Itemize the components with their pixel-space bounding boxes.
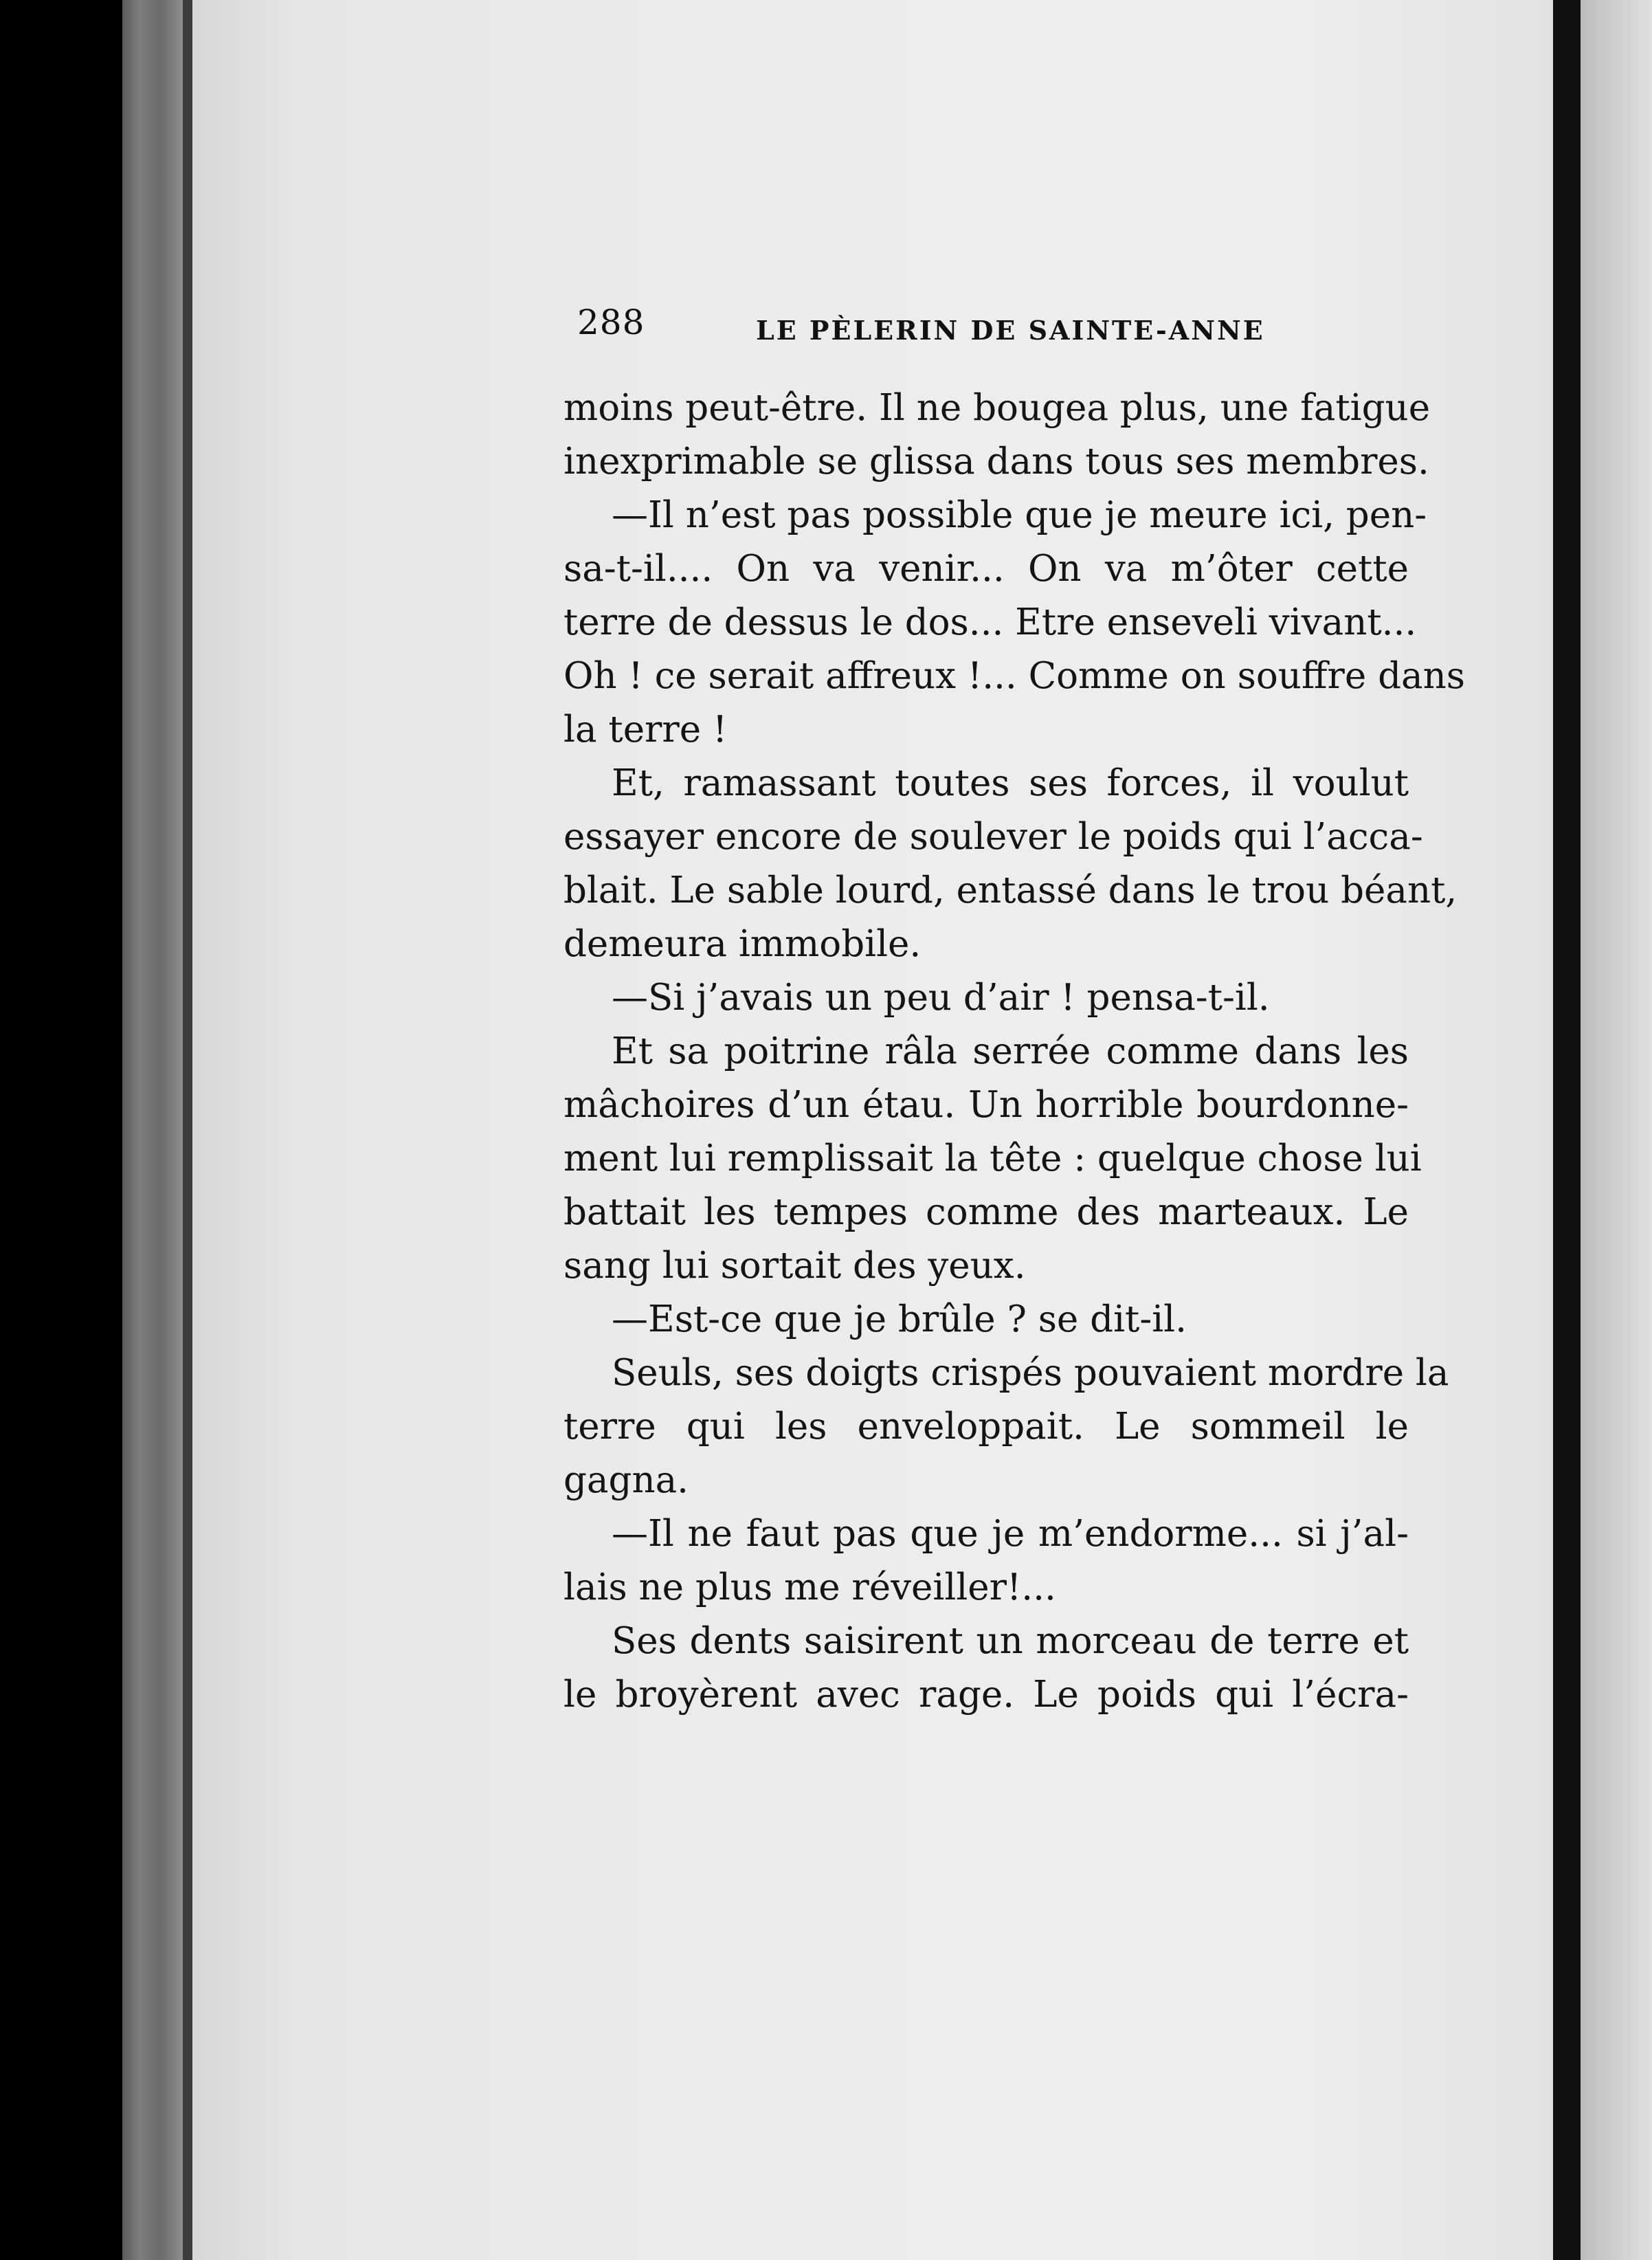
text-line: ment lui remplissait la tête : quelque chose lui — [563, 1138, 1422, 1179]
text-line: battait les tempes comme des marteaux. Le — [563, 1191, 1409, 1233]
text-line: gagna. — [563, 1459, 689, 1501]
text-line: moins peut-être. Il ne bougea plus, une fatigue — [563, 387, 1431, 429]
text-line: Ses dents saisirent un morceau de terre et — [612, 1620, 1409, 1662]
text-line: sa-t-il.... On va venir... On va m’ôter cette — [563, 548, 1409, 590]
page-gutter — [1553, 0, 1581, 2260]
running-title: LE PÈLERIN DE SAINTE-ANNE — [756, 315, 1265, 346]
text-line: Oh ! ce serait affreux !... Comme on souffre dans — [563, 655, 1465, 697]
page-number: 288 — [577, 302, 645, 342]
text-line: essayer encore de soulever le poids qui l’acca- — [563, 816, 1423, 858]
next-page-edge — [1581, 0, 1652, 2260]
text-line: le broyèrent avec rage. Le poids qui l’écra- — [563, 1674, 1409, 1716]
text-line: terre de dessus le dos... Etre enseveli vivant... — [563, 601, 1417, 643]
text-line: —Il ne faut pas que je m’endorme... si j’al- — [612, 1513, 1409, 1555]
body-text — [563, 381, 1465, 1722]
text-line: —Est-ce que je brûle ? se dit-il. — [612, 1298, 1187, 1340]
scan-frame-left — [0, 0, 122, 2260]
text-line: lais ne plus me réveiller!... — [563, 1566, 1056, 1608]
text-line: blait. Le sable lourd, entassé dans le trou béant, — [563, 869, 1458, 911]
page-header — [577, 302, 1402, 357]
text-line: inexprimable se glissa dans tous ses membres. — [563, 441, 1429, 483]
text-line: mâchoires d’un étau. Un horrible bourdonne- — [563, 1084, 1409, 1126]
text-line: demeura immobile. — [563, 923, 922, 965]
text-line: Seuls, ses doigts crispés pouvaient mordre la — [612, 1352, 1449, 1394]
text-line: Et, ramassant toutes ses forces, il voulut — [612, 762, 1409, 804]
text-line: Et sa poitrine râla serrée comme dans les — [612, 1030, 1409, 1072]
text-line: la terre ! — [563, 709, 728, 751]
book-binding-strip — [122, 0, 191, 2260]
text-line: sang lui sortait des yeux. — [563, 1245, 1026, 1287]
binding-edge — [183, 0, 192, 2260]
text-line: —Si j’avais un peu d’air ! pensa-t-il. — [612, 977, 1270, 1019]
text-line: terre qui les enveloppait. Le sommeil le — [563, 1406, 1409, 1448]
text-line: —Il n’est pas possible que je meure ici, pen- — [612, 494, 1427, 536]
